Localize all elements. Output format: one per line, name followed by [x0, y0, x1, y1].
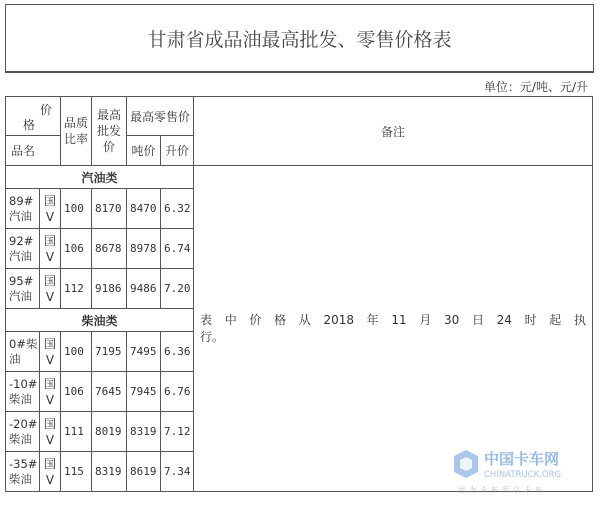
product-name-line1: 92# [9, 233, 34, 248]
standard-line1: 国 [43, 456, 56, 471]
product-name-line1: 95# [9, 273, 34, 288]
product-name [6, 269, 40, 309]
product-name-header: 品名 [6, 136, 61, 166]
quality-ratio: 106 [61, 229, 92, 269]
remark-line-1: 表中价格从2018年11月30日24时起执 [200, 312, 586, 327]
retail-ton-price: 7495 [127, 332, 161, 372]
table-title: 甘肃省成品油最高批发、零售价格表 [5, 4, 594, 72]
chinatruck-watermark [450, 442, 595, 502]
wholesale-price: 8170 [92, 189, 127, 229]
retail-ton-price: 8978 [127, 229, 161, 269]
watermark-cn-text: 中国卡车网 [484, 450, 560, 468]
product-name [6, 372, 40, 412]
corner-label-ge: 格 [23, 118, 36, 132]
quality-ratio-header [61, 97, 92, 166]
watermark-slogan: 因为卡车所以卡车 [458, 486, 546, 494]
wholesale-price: 7195 [92, 332, 127, 372]
standard-line1: 国 [43, 233, 56, 248]
product-name-line2: 汽油 [9, 248, 32, 263]
price-table [5, 96, 593, 492]
emission-standard [40, 229, 61, 269]
retail-liter-price: 7.12 [161, 412, 194, 452]
emission-standard [40, 412, 61, 452]
wholesale-label: 最高批发价 [96, 108, 121, 154]
product-name [6, 452, 40, 492]
retail-ton-price: 8319 [127, 412, 161, 452]
product-name [6, 412, 40, 452]
product-name-line2: 柴油 [9, 471, 32, 486]
quality-ratio: 111 [61, 412, 92, 452]
product-name-line1: 89# [9, 193, 34, 208]
retail-liter-price: 6.76 [161, 372, 194, 412]
emission-standard [40, 452, 61, 492]
product-name [6, 189, 40, 229]
standard-line2: V [45, 352, 55, 367]
per-liter-header: 升价 [161, 136, 194, 166]
retail-header: 最高零售价 [127, 97, 194, 136]
standard-line2: V [45, 392, 55, 407]
section-diesel: 柴油类 [6, 309, 194, 332]
emission-standard [40, 269, 61, 309]
wholesale-price: 8019 [92, 412, 127, 452]
wholesale-price: 8678 [92, 229, 127, 269]
standard-line2: V [45, 432, 55, 447]
retail-liter-price: 6.32 [161, 189, 194, 229]
price-table-sheet [5, 4, 594, 502]
quality-ratio-label: 品质比率 [63, 116, 88, 146]
product-name-line2: 油 [9, 351, 21, 366]
standard-line1: 国 [43, 193, 56, 208]
product-name-line1: -35# [9, 456, 38, 471]
product-name-line1: -10# [9, 376, 38, 391]
quality-ratio: 100 [61, 332, 92, 372]
per-ton-header: 吨价 [127, 136, 161, 166]
corner-header-top [6, 97, 61, 136]
product-name-line1: -20# [9, 416, 38, 431]
product-name-line2: 柴油 [9, 391, 32, 406]
unit-label: 单位：元/吨、元/升 [483, 80, 588, 94]
standard-line2: V [45, 249, 55, 264]
retail-ton-price: 7945 [127, 372, 161, 412]
retail-liter-price: 6.74 [161, 229, 194, 269]
wholesale-price: 7645 [92, 372, 127, 412]
watermark-en-text: CHINATRUCK.ORG [484, 470, 562, 480]
product-name-line2: 汽油 [9, 288, 32, 303]
standard-line1: 国 [43, 336, 56, 351]
standard-line2: V [45, 209, 55, 224]
quality-ratio: 106 [61, 372, 92, 412]
retail-liter-price: 7.20 [161, 269, 194, 309]
product-name-line1: 0#柴 [9, 336, 38, 351]
wholesale-price: 8319 [92, 452, 127, 492]
standard-line2: V [45, 289, 55, 304]
wholesale-header [92, 97, 127, 166]
quality-ratio: 115 [61, 452, 92, 492]
emission-standard [40, 189, 61, 229]
standard-line2: V [45, 472, 55, 487]
remark-header: 备注 [194, 97, 593, 166]
wholesale-price: 9186 [92, 269, 127, 309]
retail-liter-price: 7.34 [161, 452, 194, 492]
corner-label-jia: 价 [40, 103, 53, 117]
retail-ton-price: 8470 [127, 189, 161, 229]
emission-standard [40, 372, 61, 412]
emission-standard [40, 332, 61, 372]
product-name-line2: 汽油 [9, 208, 32, 223]
retail-liter-price: 6.36 [161, 332, 194, 372]
standard-line1: 国 [43, 376, 56, 391]
retail-ton-price: 8619 [127, 452, 161, 492]
retail-ton-price: 9486 [127, 269, 161, 309]
quality-ratio: 100 [61, 189, 92, 229]
truck-logo-icon [450, 442, 595, 502]
quality-ratio: 112 [61, 269, 92, 309]
product-name [6, 332, 40, 372]
product-name-line2: 柴油 [9, 431, 32, 446]
section-gasoline: 汽油类 [6, 166, 194, 189]
product-name [6, 229, 40, 269]
standard-line1: 国 [43, 416, 56, 431]
remark-line-2: 行。 [200, 329, 225, 344]
standard-line1: 国 [43, 273, 56, 288]
